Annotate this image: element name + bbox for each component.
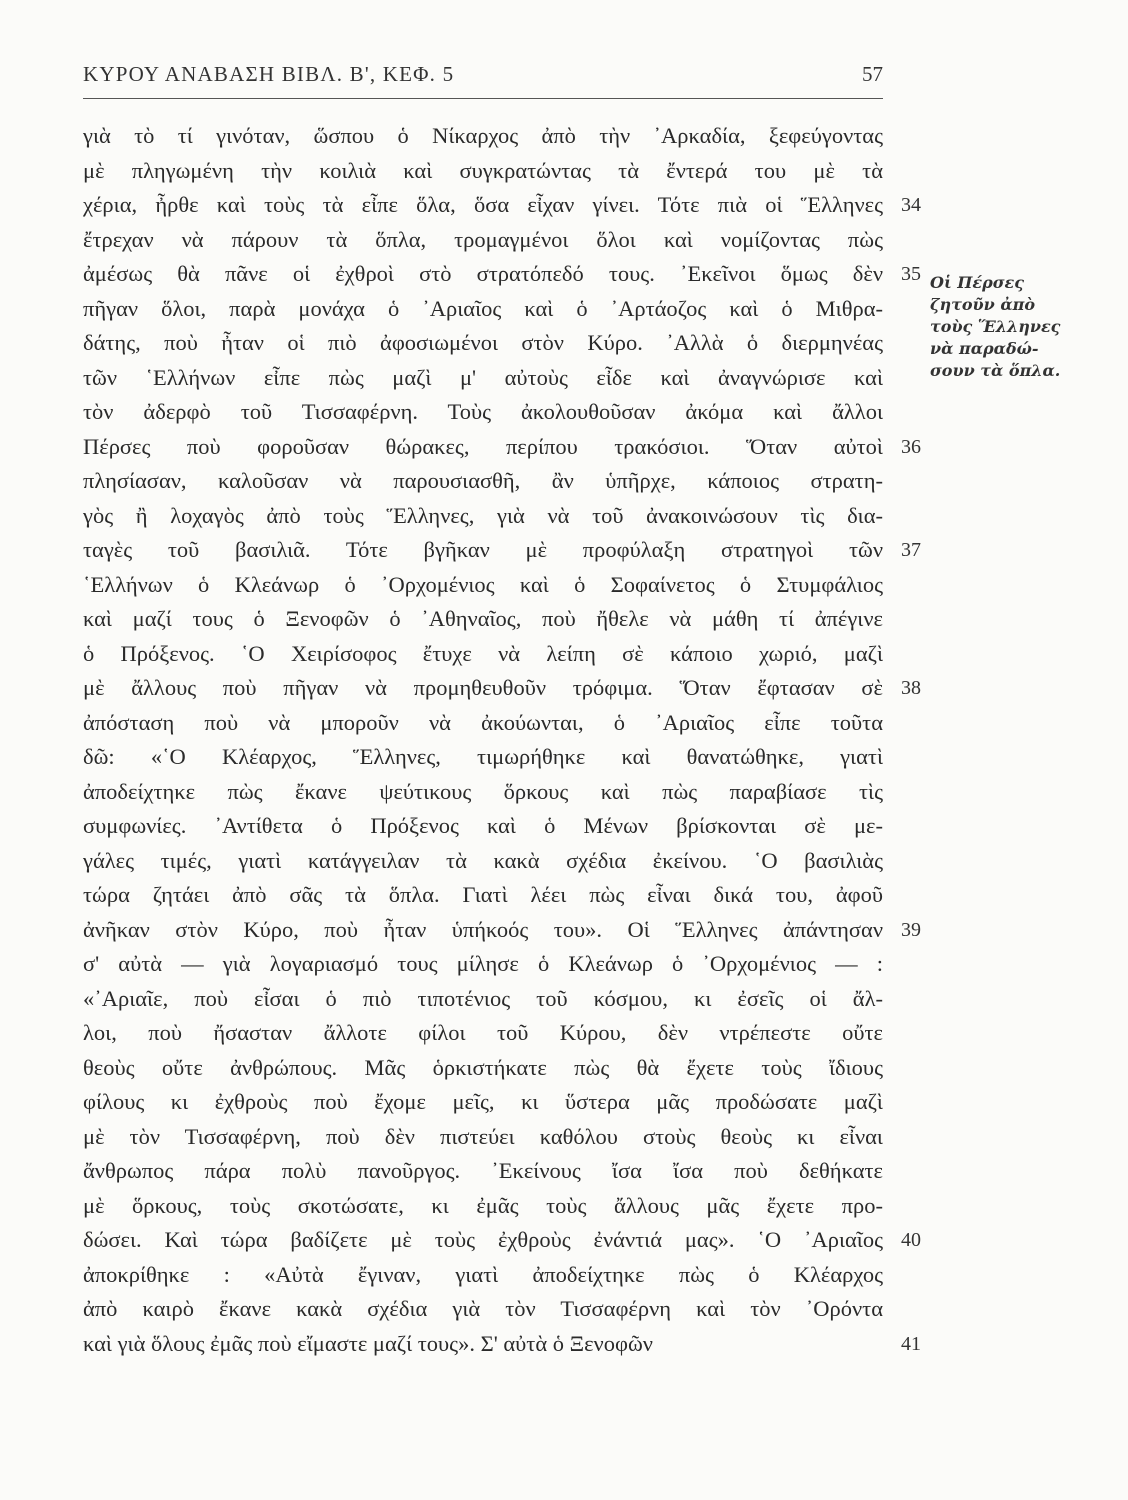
line-text: ῾Ελλήνων ὁ Κλεάνωρ ὁ ᾿Ορχομένιος καὶ ὁ Σοφαίνετος ὁ Στυμφάλιος bbox=[83, 571, 883, 597]
line-text: χέρια, ἦρθε καὶ τοὺς τὰ εἶπε ὅλα, ὅσα εἶχαν γίνει. Τότε πιὰ οἱ Ἕλληνες bbox=[83, 192, 883, 217]
text-line bbox=[83, 1292, 883, 1327]
line-text: ἔτρεχαν νὰ πάρουν τὰ ὅπλα, τρομαγμένοι ὅλοι καὶ νομίζοντας πὼς bbox=[83, 226, 883, 252]
line-text: καὶ μαζί τους ὁ Ξενοφῶν ὁ ᾿Αθηναῖος, ποὺ ἤθελε νὰ μάθη τί ἀπέγινε bbox=[83, 606, 883, 631]
text-line bbox=[83, 637, 883, 672]
margin-note-line: τοὺς Ἕλληνες bbox=[930, 317, 1061, 336]
text-line bbox=[83, 913, 921, 948]
text-line bbox=[83, 568, 883, 603]
running-title: ΚΥΡΟΥ ΑΝΑΒΑΣΗ ΒΙΒΛ. Β', ΚΕΦ. 5 bbox=[83, 62, 455, 86]
line-text: ἀπὸ καιρὸ ἔκανε κακὰ σχέδια γιὰ τὸν Τισσαφέρνη καὶ τὸν ᾿Ορόντα bbox=[83, 1296, 883, 1321]
line-text: θεοὺς οὔτε ἀνθρώπους. Μᾶς ὁρκιστήκατε πὼς θὰ ἔχετε τοὺς ἴδιους bbox=[83, 1054, 883, 1080]
line-text: ἄνθρωπος πάρα πολὺ πανοῦργος. ᾿Εκείνους ἴσα ἴσα ποὺ δεθήκατε bbox=[83, 1158, 883, 1183]
section-number: 36 bbox=[901, 435, 921, 458]
margin-note-line: σουν τὰ ὅπλα. bbox=[930, 361, 1061, 380]
margin-note-line: Οἱ Πέρσες bbox=[930, 273, 1024, 292]
text-line bbox=[83, 361, 883, 396]
line-text: καὶ γιὰ ὅλους ἐμᾶς ποὺ εἴμαστε μαζί τους». Σ' αὐτὰ ὁ Ξενοφῶν bbox=[83, 1330, 653, 1356]
text-line bbox=[83, 809, 883, 844]
line-text: γὸς ἢ λοχαγὸς ἀπὸ τοὺς Ἕλληνες, γιὰ νὰ τοῦ ἀνακοινώσουν τὶς δια- bbox=[83, 502, 883, 528]
margin-note bbox=[930, 272, 1095, 382]
section-number: 40 bbox=[901, 1229, 921, 1251]
text-line bbox=[83, 602, 883, 637]
text-line bbox=[83, 533, 921, 568]
section-number: 34 bbox=[901, 194, 921, 216]
line-text: δώσει. Καὶ τώρα βαδίζετε μὲ τοὺς ἐχθροὺς ἐνάντιά μας». ῾Ο ᾿Αριαῖος bbox=[83, 1227, 883, 1252]
running-head bbox=[83, 58, 883, 99]
text-line bbox=[83, 775, 883, 810]
line-text: δάτης, ποὺ ἦταν οἱ πιὸ ἀφοσιωμένοι στὸν Κύρο. ᾿Αλλὰ ὁ διερμηνέας bbox=[83, 330, 883, 355]
line-text: τώρα ζητάει ἀπὸ σᾶς τὰ ὅπλα. Γιατὶ λέει πὼς εἶναι δικά του, ἀφοῦ bbox=[83, 882, 883, 907]
line-text: ἀνῆκαν στὸν Κύρο, ποὺ ἦταν ὑπήκοός του». Οἱ Ἕλληνες ἀπάντησαν bbox=[83, 916, 883, 942]
text-line bbox=[83, 706, 883, 741]
line-text: ἀποδείχτηκε πὼς ἔκανε ψεύτικους ὅρκους καὶ πὼς παραβίασε τὶς bbox=[83, 778, 883, 804]
text-line bbox=[83, 499, 883, 534]
text-line bbox=[83, 154, 883, 189]
text-line bbox=[83, 223, 883, 258]
line-text: τὸν ἀδερφὸ τοῦ Τισσαφέρνη. Τοὺς ἀκολουθοῦσαν ἀκόμα καὶ ἄλλοι bbox=[83, 399, 883, 424]
line-text: δῶ: «῾Ο Κλέαρχος, Ἕλληνες, τιμωρήθηκε καὶ θανατώθηκε, γιατὶ bbox=[83, 744, 883, 769]
line-text: ὁ Πρόξενος. ῾Ο Χειρίσοφος ἔτυχε νὰ λείπη σὲ κάποιο χωριό, μαζὶ bbox=[83, 640, 883, 666]
text-line bbox=[83, 947, 883, 982]
line-text: μὲ ἄλλους ποὺ πῆγαν νὰ προμηθευθοῦν τρόφιμα. Ὅταν ἔφτασαν σὲ bbox=[83, 675, 883, 700]
line-text: ταγὲς τοῦ βασιλιᾶ. Τότε βγῆκαν μὲ προφύλαξη στρατηγοὶ τῶν bbox=[83, 537, 883, 562]
text-line bbox=[83, 844, 883, 879]
text-line bbox=[83, 1223, 921, 1258]
line-text: μὲ πληγωμένη τὴν κοιλιὰ καὶ συγκρατώντας τὰ ἔντερά του μὲ τὰ bbox=[83, 157, 883, 183]
line-text: σ' αὐτὰ — γιὰ λογαριασμό τους μίλησε ὁ Κλεάνωρ ὁ ᾿Ορχομένιος — : bbox=[83, 951, 883, 976]
text-line bbox=[83, 326, 883, 361]
line-text: πῆγαν ὅλοι, παρὰ μονάχα ὁ ᾿Αριαῖος καὶ ὁ ᾿Αρτάοζος καὶ ὁ Μιθρα- bbox=[83, 295, 883, 321]
text-line bbox=[83, 1154, 883, 1189]
line-text: Πέρσες ποὺ φοροῦσαν θώρακες, περίπου τρακόσιοι. Ὅταν αὐτοὶ bbox=[83, 433, 883, 459]
text-line bbox=[83, 395, 883, 430]
line-text: φίλους κι ἐχθροὺς ποὺ ἔχομε μεῖς, κι ὕστερα μᾶς προδώσατε μαζὶ bbox=[83, 1089, 883, 1114]
line-text: μὲ ὅρκους, τοὺς σκοτώσατε, κι ἐμᾶς τοὺς ἄλλους μᾶς ἔχετε προ- bbox=[83, 1192, 883, 1218]
section-number: 38 bbox=[901, 677, 921, 699]
text-line bbox=[83, 1258, 883, 1293]
page-number: 57 bbox=[862, 62, 883, 86]
line-text: μὲ τὸν Τισσαφέρνη, ποὺ δὲν πιστεύει καθόλου στοὺς θεοὺς κι εἶναι bbox=[83, 1123, 883, 1149]
section-number: 35 bbox=[901, 263, 921, 285]
text-line bbox=[83, 430, 921, 465]
line-text: γιὰ τὸ τί γινόταν, ὥσπου ὁ Νίκαρχος ἀπὸ τὴν ᾿Αρκαδία, ξεφεύγοντας bbox=[83, 123, 883, 148]
line-text: γάλες τιμές, γιατὶ κατάγγειλαν τὰ κακὰ σχέδια ἐκείνου. ῾Ο βασιλιὰς bbox=[83, 847, 883, 873]
text-line bbox=[83, 257, 921, 292]
text-line bbox=[83, 464, 883, 499]
text-line bbox=[83, 1120, 883, 1155]
text-line bbox=[83, 188, 921, 223]
line-text: ἀπόσταση ποὺ νὰ μποροῦν νὰ ἀκούωνται, ὁ ᾿Αριαῖος εἶπε τοῦτα bbox=[83, 709, 883, 735]
line-text: τῶν ῾Ελλήνων εἶπε πὼς μαζὶ μ' αὐτοὺς εἶδε καὶ ἀναγνώρισε καὶ bbox=[83, 364, 883, 390]
section-number: 39 bbox=[901, 918, 921, 941]
text-line bbox=[83, 1189, 883, 1224]
line-text: «᾿Αριαῖε, ποὺ εἶσαι ὁ πιὸ τιποτένιος τοῦ κόσμου, κι ἐσεῖς οἱ ἄλ- bbox=[83, 985, 883, 1011]
body-text bbox=[83, 119, 921, 1361]
text-line bbox=[83, 119, 883, 154]
text-line bbox=[83, 1016, 883, 1051]
line-text: ἀποκρίθηκε : «Αὐτὰ ἔγιναν, γιατὶ ἀποδείχτηκε πὼς ὁ Κλέαρχος bbox=[83, 1261, 883, 1287]
text-line bbox=[83, 1327, 921, 1362]
text-line bbox=[83, 740, 883, 775]
margin-note-line: νὰ παραδώ- bbox=[930, 339, 1039, 358]
text-line bbox=[83, 1085, 883, 1120]
line-text: λοι, ποὺ ἤσασταν ἄλλοτε φίλοι τοῦ Κύρου, δὲν ντρέπεστε οὔτε bbox=[83, 1020, 883, 1045]
section-number: 37 bbox=[901, 539, 921, 561]
line-text: ἀμέσως θὰ πᾶνε οἱ ἐχθροὶ στὸ στρατόπεδό τους. ᾿Εκεῖνοι ὅμως δὲν bbox=[83, 261, 883, 286]
line-text: πλησίασαν, καλοῦσαν νὰ παρουσιασθῆ, ἂν ὑπῆρχε, κάποιος στρατη- bbox=[83, 468, 883, 493]
text-line bbox=[83, 292, 883, 327]
text-line bbox=[83, 982, 883, 1017]
text-line bbox=[83, 1051, 883, 1086]
line-text: συμφωνίες. ᾿Αντίθετα ὁ Πρόξενος καὶ ὁ Μένων βρίσκονται σὲ με- bbox=[83, 813, 883, 838]
margin-note-line: ζητοῦν ἀπὸ bbox=[930, 295, 1036, 314]
text-line bbox=[83, 878, 883, 913]
text-line bbox=[83, 671, 921, 706]
section-number: 41 bbox=[901, 1332, 921, 1355]
